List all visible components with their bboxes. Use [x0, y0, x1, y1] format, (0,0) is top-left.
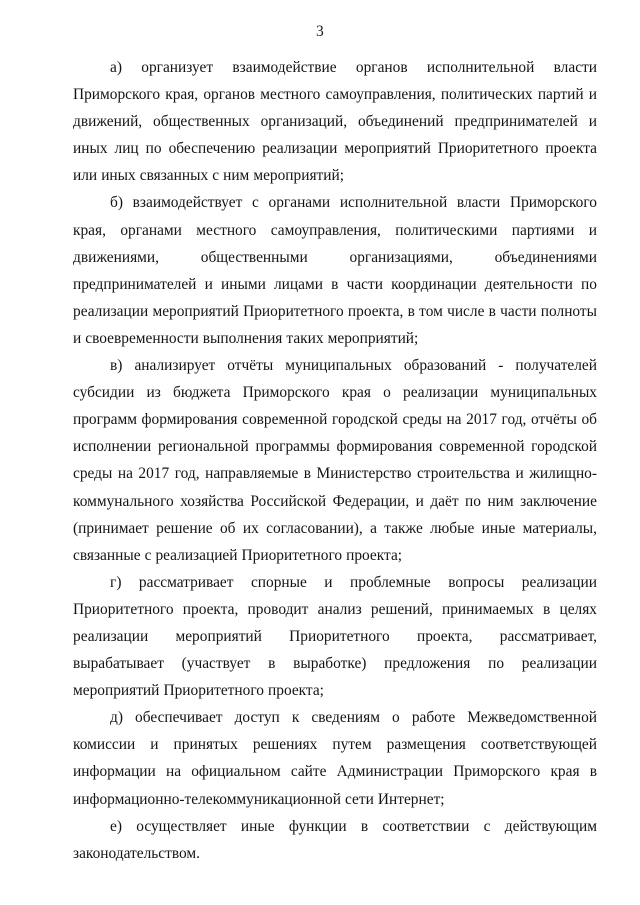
paragraph-v: в) анализирует отчёты муниципальных образований - получателей субсидии из бюджета Приморского края о реализации муниципальных программ формирования современной городской среды на 2017 год, отчёты об исполнении региональной программы формирования современной городской среды на 2017 год, направляемые в Министерство строительства и жилищно-коммунального хозяйства Российской Федерации, и даёт по ним заключение (принимает решение об их согласовании), а также любые иные материалы, связанные с реализацией Приоритетного проекта;	[73, 357, 597, 564]
paragraph-e: е) осуществляет иные функции в соответствии с действующим законодательством.	[73, 817, 597, 862]
page-number: 3	[316, 23, 324, 40]
document-body	[73, 54, 597, 867]
paragraph-b: б) взаимодействует с органами исполнительной власти Приморского края, органами местного самоуправления, политическими партиями и движениями, общественными организациями, объединениями предпринимателей и иными лицами в части координации деятельности по реализации мероприятий Приоритетного проекта, в том числе в части полноты и своевременности выполнения таких мероприятий;	[73, 194, 597, 347]
paragraph-d: д) обеспечивает доступ к сведениям о работе Межведомственной комиссии и принятых решениях путем размещения соответствующей информации на официальном сайте Администрации Приморского края в информационно-телекоммуникационной сети Интернет;	[73, 709, 597, 808]
paragraph-g: г) рассматривает спорные и проблемные вопросы реализации Приоритетного проекта, проводит анализ решений, принимаемых в целях реализации мероприятий Приоритетного проекта, рассматривает, вырабатывает (участвует в выработке) предложения по реализации мероприятий Приоритетного проекта;	[73, 573, 597, 700]
paragraph-a: а) организует взаимодействие органов исполнительной власти Приморского края, органов местного самоуправления, политических партий и движений, общественных организаций, объединений предпринимателей и иных лиц по обеспечению реализации мероприятий Приоритетного проекта или иных связанных с ним мероприятий;	[73, 59, 597, 185]
